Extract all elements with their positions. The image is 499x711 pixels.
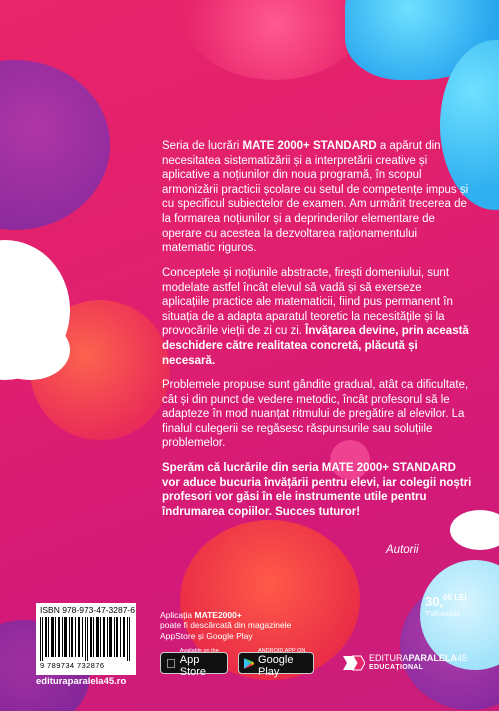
author-signature: Autorii (386, 544, 419, 556)
barcode-digits: 9 789734 732876 (40, 661, 105, 670)
publisher-logo-icon (343, 654, 365, 672)
concepts-bold-text: Învățarea devine, prin această deschidere către realitatea concretă, plăcută și necesară. (162, 325, 469, 367)
google-play-button[interactable] (238, 648, 314, 678)
series-name: MATE 2000+ STANDARD (242, 140, 377, 152)
vat-note: TVA inclus (425, 609, 460, 618)
app-promo-line3: AppStore și Google Play (160, 630, 253, 641)
publisher-prefix: EDITURA (369, 653, 409, 663)
apple-icon (166, 657, 176, 670)
app-name: MATE2000+ (194, 610, 242, 620)
google-play-icon (244, 657, 254, 670)
app-promo-line2: poate fi descărcată din magazinele (160, 620, 292, 631)
price-tag (425, 593, 467, 618)
problems-paragraph: Problemele propuse sunt gândite gradual, atât ca dificultate, cât și din punct de vedere metodic, încât profesorul să le adapteze în mod nuanțat ritmului de pregătire al elevilor. La finalul culegerii se regăsesc răspunsurile sau soluțiile problemelor. (162, 379, 469, 450)
concepts-paragraph (162, 266, 472, 368)
price-value: 30, (425, 594, 444, 609)
decorative-blob (0, 60, 110, 230)
app-store-button[interactable] (160, 652, 228, 674)
intro-text-start: Seria de lucrări (162, 140, 243, 152)
intro-text-rest: a apărut din necesitatea sistematizării și a interpretării creative și aplicative a noțiunilor din noua programă, în scopul armonizării practicii școlare cu setul de competențe impus și cu specificul subiectelor de examen. Am urmărit trecerea de la formarea noțiunilor și a deprinderilor elementare de operare cu acestea la dezvoltarea raționamentului matematic riguros. (162, 140, 469, 255)
publisher-name: PARALELA (408, 653, 457, 663)
app-store-label: App Store (170, 660, 219, 672)
closing-paragraph: Sperăm că lucrările din seria MATE 2000+ STANDARD vor aduce bucuria învățării pentru elevi, iar colegii noștri profesori vor găsi în ele instrumente utile pentru îndrumarea copiilor. Succes tuturor! (162, 462, 472, 518)
barcode-box (36, 603, 136, 675)
google-play-caption: ANDROID APP ON (258, 648, 306, 654)
concepts-text: Conceptele și noțiunile abstracte, firești domeniului, sunt modelate astfel încât elevul să vadă și să exerseze aplicațiile practice ale matematicii, fiind pus permanent în situația de a adapta aparatul teoretic la necesitățile și la provocările vieții de zi cu zi. (162, 267, 453, 338)
publisher-number: 45 (456, 653, 467, 663)
publisher-division: EDUCAȚIONAL (369, 664, 424, 671)
decorative-blob (180, 0, 370, 80)
google-play-label: Google Play (258, 654, 294, 678)
app-store-caption: Available on the (170, 654, 210, 660)
intro-paragraph (162, 139, 472, 256)
barcode-icon (40, 617, 132, 661)
publisher-logo (343, 653, 467, 673)
price-cents: 00 LEI (443, 593, 467, 602)
app-promo-prefix: Aplicația (160, 610, 195, 620)
website-link[interactable]: edituraparalela45.ro (36, 676, 127, 687)
app-promo (160, 610, 291, 641)
isbn-label: ISBN 978-973-47-3287-6 (40, 605, 135, 615)
